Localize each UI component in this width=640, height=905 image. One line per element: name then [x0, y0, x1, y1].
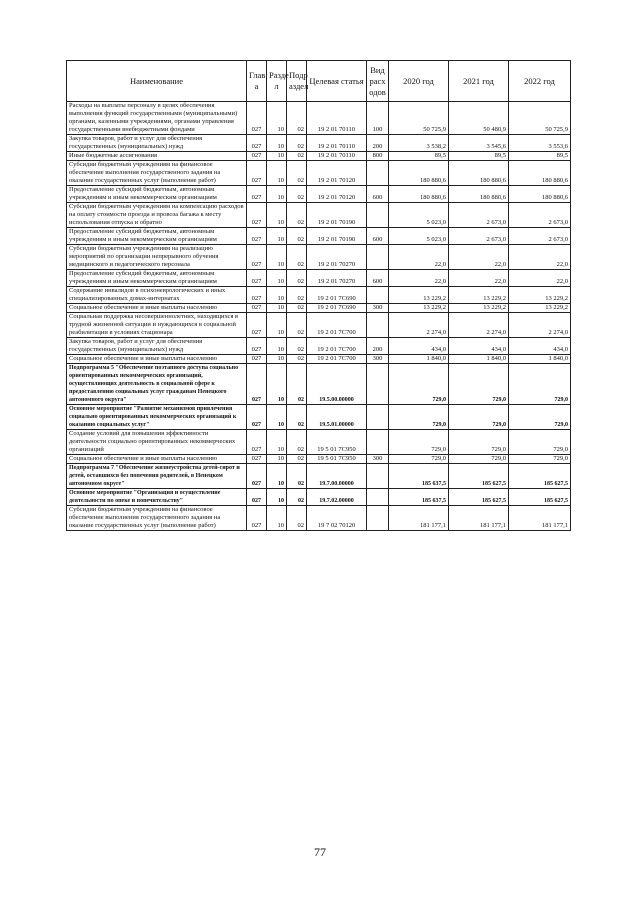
cell-2022: 729,0	[509, 455, 571, 464]
table-row	[67, 489, 571, 506]
cell-razdel: 10	[267, 304, 287, 313]
cell-podrazdel: 02	[287, 152, 307, 161]
cell-vid	[367, 245, 389, 270]
cell-vid: 600	[367, 228, 389, 245]
cell-podrazdel: 02	[287, 313, 307, 338]
table-body	[67, 102, 571, 531]
cell-2022: 729,0	[509, 405, 571, 430]
cell-statya: 19 2 01 7С690	[307, 304, 367, 313]
cell-2020: 89,5	[389, 152, 449, 161]
cell-glava: 027	[247, 506, 267, 531]
cell-2020: 50 725,9	[389, 102, 449, 135]
cell-2021: 22,0	[449, 245, 509, 270]
cell-vid	[367, 489, 389, 506]
cell-2022: 729,0	[509, 430, 571, 455]
cell-podrazdel: 02	[287, 364, 307, 405]
cell-statya: 19 2 01 70110	[307, 135, 367, 152]
cell-name: Закупка товаров, работ и услуг для обеспечения государственных (муниципальных) нужд	[67, 135, 247, 152]
budget-table	[66, 60, 571, 531]
cell-2020: 729,0	[389, 455, 449, 464]
cell-name: Расходы на выплаты персоналу в целях обеспечения выполнения функций государственными (муниципальными) органами, казенными учреждениями, органами управления государственными внебюджетными фондами	[67, 102, 247, 135]
cell-name: Закупка товаров, работ и услуг для обеспечения государственных (муниципальных) нужд	[67, 338, 247, 355]
table-row	[67, 506, 571, 531]
cell-razdel: 10	[267, 364, 287, 405]
cell-vid: 800	[367, 152, 389, 161]
cell-razdel: 10	[267, 245, 287, 270]
cell-2022: 3 553,6	[509, 135, 571, 152]
cell-name: Субсидии бюджетным учреждениям на финансовое обеспечение выполнения государственного задания на оказание государственных услуг (выполнение работ)	[67, 161, 247, 186]
cell-2022: 180 880,6	[509, 161, 571, 186]
cell-2020: 5 023,0	[389, 228, 449, 245]
cell-razdel: 10	[267, 489, 287, 506]
cell-statya: 19 5 01 7С950	[307, 455, 367, 464]
cell-name: Подпрограмма 5 "Обеспечение поэтапного доступа социально ориентированных некоммерческих организаций, осуществляющих деятельность в социальной сфере к предоставлению социальных услуг гражданам Ненецкого автономного округа"	[67, 364, 247, 405]
cell-podrazdel: 02	[287, 270, 307, 287]
cell-glava: 027	[247, 405, 267, 430]
cell-2022: 181 177,1	[509, 506, 571, 531]
table-row	[67, 152, 571, 161]
cell-podrazdel: 02	[287, 228, 307, 245]
cell-statya: 19 2 01 70110	[307, 152, 367, 161]
cell-podrazdel: 02	[287, 430, 307, 455]
cell-2022: 2 274,0	[509, 313, 571, 338]
cell-name: Содержание инвалидов в психоневрологических и иных специализированных домах-интернатах	[67, 287, 247, 304]
cell-2021: 185 627,5	[449, 464, 509, 489]
cell-vid: 200	[367, 135, 389, 152]
cell-statya: 19 2 01 7С690	[307, 287, 367, 304]
header-glava: Глав а	[247, 61, 267, 102]
cell-2020: 3 538,2	[389, 135, 449, 152]
cell-razdel: 10	[267, 203, 287, 228]
table-row	[67, 161, 571, 186]
cell-razdel: 10	[267, 506, 287, 531]
cell-2020: 434,0	[389, 338, 449, 355]
table-row	[67, 135, 571, 152]
cell-2020: 13 229,2	[389, 287, 449, 304]
cell-glava: 027	[247, 364, 267, 405]
cell-glava: 027	[247, 287, 267, 304]
table-row	[67, 430, 571, 455]
cell-2021: 434,0	[449, 338, 509, 355]
cell-name: Социальное обеспечение и иные выплаты населению	[67, 355, 247, 364]
cell-2022: 22,0	[509, 245, 571, 270]
cell-2021: 13 229,2	[449, 304, 509, 313]
cell-name: Субсидии бюджетным учреждениям на компенсацию расходов на оплату стоимости проезда и провоза багажа к месту использования отпуска и обратно	[67, 203, 247, 228]
cell-name: Предоставление субсидий бюджетным, автономным учреждениям и иным некоммерческим организациям	[67, 228, 247, 245]
table-row	[67, 245, 571, 270]
cell-2020: 5 023,0	[389, 203, 449, 228]
cell-razdel: 10	[267, 287, 287, 304]
cell-razdel: 10	[267, 430, 287, 455]
cell-razdel: 10	[267, 228, 287, 245]
cell-razdel: 10	[267, 338, 287, 355]
cell-razdel: 10	[267, 313, 287, 338]
table-row	[67, 228, 571, 245]
cell-statya: 19 2 01 70270	[307, 245, 367, 270]
table-row	[67, 287, 571, 304]
cell-vid: 300	[367, 355, 389, 364]
cell-vid	[367, 313, 389, 338]
cell-vid: 100	[367, 102, 389, 135]
cell-2021: 729,0	[449, 405, 509, 430]
cell-name: Предоставление субсидий бюджетным, автономным учреждениям и иным некоммерческим организациям	[67, 186, 247, 203]
cell-glava: 027	[247, 464, 267, 489]
cell-2021: 89,5	[449, 152, 509, 161]
cell-statya: 19.5.01.00000	[307, 405, 367, 430]
header-name: Наименование	[67, 61, 247, 102]
cell-statya: 19 2 01 70190	[307, 228, 367, 245]
cell-2021: 180 880,6	[449, 161, 509, 186]
cell-name: Подпрограмма 7 "Обеспечение жизнеустройства детей-сирот и детей, оставшихся без попечения родителей, в Ненецком автономном округе"	[67, 464, 247, 489]
cell-2021: 1 840,0	[449, 355, 509, 364]
cell-2022: 13 229,2	[509, 287, 571, 304]
cell-2022: 13 229,2	[509, 304, 571, 313]
cell-vid	[367, 161, 389, 186]
cell-2020: 2 274,0	[389, 313, 449, 338]
cell-glava: 027	[247, 270, 267, 287]
cell-2022: 434,0	[509, 338, 571, 355]
cell-2021: 3 545,6	[449, 135, 509, 152]
cell-statya: 19.5.00.00000	[307, 364, 367, 405]
header-podrazdel: Подр аздел	[287, 61, 307, 102]
cell-statya: 19 5 01 7С950	[307, 430, 367, 455]
cell-2020: 181 177,1	[389, 506, 449, 531]
cell-2020: 180 880,6	[389, 161, 449, 186]
cell-vid: 600	[367, 186, 389, 203]
cell-name: Предоставление субсидий бюджетным, автономным учреждениям и иным некоммерческим организациям	[67, 270, 247, 287]
cell-razdel: 10	[267, 161, 287, 186]
cell-podrazdel: 02	[287, 287, 307, 304]
table-row	[67, 405, 571, 430]
cell-vid	[367, 430, 389, 455]
cell-vid	[367, 506, 389, 531]
cell-glava: 027	[247, 430, 267, 455]
table-row	[67, 186, 571, 203]
header-2020: 2020 год	[389, 61, 449, 102]
cell-2020: 729,0	[389, 405, 449, 430]
cell-podrazdel: 02	[287, 245, 307, 270]
cell-podrazdel: 02	[287, 405, 307, 430]
cell-podrazdel: 02	[287, 355, 307, 364]
cell-statya: 19 7 02 70120	[307, 506, 367, 531]
table-row	[67, 313, 571, 338]
cell-2021: 22,0	[449, 270, 509, 287]
cell-vid	[367, 287, 389, 304]
cell-razdel: 10	[267, 405, 287, 430]
cell-2021: 185 627,5	[449, 489, 509, 506]
cell-podrazdel: 02	[287, 338, 307, 355]
cell-razdel: 10	[267, 152, 287, 161]
cell-2022: 2 673,0	[509, 228, 571, 245]
cell-2022: 1 840,0	[509, 355, 571, 364]
cell-vid	[367, 203, 389, 228]
cell-podrazdel: 02	[287, 506, 307, 531]
cell-statya: 19.7.02.00000	[307, 489, 367, 506]
cell-2020: 180 880,6	[389, 186, 449, 203]
cell-name: Субсидии бюджетным учреждениям на финансовое обеспечение выполнения государственного задания на оказание государственных услуг (выполнение работ)	[67, 506, 247, 531]
cell-statya: 19 2 01 7С700	[307, 355, 367, 364]
table-row	[67, 338, 571, 355]
cell-podrazdel: 02	[287, 489, 307, 506]
table-row	[67, 455, 571, 464]
cell-vid	[367, 464, 389, 489]
cell-razdel: 10	[267, 464, 287, 489]
cell-podrazdel: 02	[287, 455, 307, 464]
cell-statya: 19 2 01 70110	[307, 102, 367, 135]
cell-glava: 027	[247, 102, 267, 135]
cell-glava: 027	[247, 245, 267, 270]
header-2021: 2021 год	[449, 61, 509, 102]
cell-statya: 19 2 01 70190	[307, 203, 367, 228]
cell-vid	[367, 364, 389, 405]
cell-razdel: 10	[267, 135, 287, 152]
cell-razdel: 10	[267, 355, 287, 364]
cell-2022: 185 627,5	[509, 464, 571, 489]
cell-name: Социальная поддержка несовершеннолетних, находящихся в трудной жизненной ситуации и нуждающихся в социальной реабилитации в условиях стационара	[67, 313, 247, 338]
cell-2022: 729,0	[509, 364, 571, 405]
header-2022: 2022 год	[509, 61, 571, 102]
cell-glava: 027	[247, 161, 267, 186]
cell-statya: 19 2 01 7С700	[307, 338, 367, 355]
cell-2020: 1 840,0	[389, 355, 449, 364]
cell-glava: 027	[247, 203, 267, 228]
cell-glava: 027	[247, 304, 267, 313]
cell-2022: 89,5	[509, 152, 571, 161]
cell-2021: 2 673,0	[449, 203, 509, 228]
cell-name: Иные бюджетные ассигнования	[67, 152, 247, 161]
header-row	[67, 61, 571, 102]
cell-glava: 027	[247, 152, 267, 161]
table-row	[67, 355, 571, 364]
table-row	[67, 270, 571, 287]
cell-2022: 2 673,0	[509, 203, 571, 228]
cell-glava: 027	[247, 355, 267, 364]
cell-podrazdel: 02	[287, 186, 307, 203]
cell-2020: 185 637,5	[389, 489, 449, 506]
cell-2020: 22,0	[389, 245, 449, 270]
header-vid: Вид расх одов	[367, 61, 389, 102]
cell-podrazdel: 02	[287, 102, 307, 135]
cell-podrazdel: 02	[287, 304, 307, 313]
cell-2020: 729,0	[389, 364, 449, 405]
cell-2021: 729,0	[449, 455, 509, 464]
cell-2022: 185 627,5	[509, 489, 571, 506]
table-row	[67, 102, 571, 135]
cell-glava: 027	[247, 313, 267, 338]
cell-glava: 027	[247, 455, 267, 464]
cell-2022: 22,0	[509, 270, 571, 287]
cell-razdel: 10	[267, 270, 287, 287]
page-number: 77	[314, 845, 326, 859]
cell-glava: 027	[247, 338, 267, 355]
cell-razdel: 10	[267, 186, 287, 203]
cell-2021: 2 274,0	[449, 313, 509, 338]
cell-name: Социальное обеспечение и иные выплаты населению	[67, 455, 247, 464]
cell-vid: 200	[367, 338, 389, 355]
cell-podrazdel: 02	[287, 464, 307, 489]
cell-name: Социальное обеспечение и иные выплаты населению	[67, 304, 247, 313]
table-row	[67, 464, 571, 489]
cell-podrazdel: 02	[287, 135, 307, 152]
cell-2020: 729,0	[389, 430, 449, 455]
cell-vid: 600	[367, 270, 389, 287]
cell-vid	[367, 405, 389, 430]
cell-podrazdel: 02	[287, 161, 307, 186]
table-row	[67, 304, 571, 313]
cell-razdel: 10	[267, 102, 287, 135]
cell-statya: 19.7.00.00000	[307, 464, 367, 489]
cell-statya: 19 2 01 7С700	[307, 313, 367, 338]
cell-statya: 19 2 01 70120	[307, 161, 367, 186]
cell-glava: 027	[247, 186, 267, 203]
header-razdel: Разде л	[267, 61, 287, 102]
cell-name: Основное мероприятие "Развитие механизмов привлечения социально ориентированных некоммерческих организаций к оказанию социальных услуг"	[67, 405, 247, 430]
cell-name: Субсидии бюджетным учреждениям на реализацию мероприятий по организации непрерывного обучения медицинского и педагогического персонала	[67, 245, 247, 270]
cell-statya: 19 2 01 70270	[307, 270, 367, 287]
table-row	[67, 364, 571, 405]
cell-statya: 19 2 01 70120	[307, 186, 367, 203]
cell-2020: 13 229,2	[389, 304, 449, 313]
table-row	[67, 203, 571, 228]
cell-podrazdel: 02	[287, 203, 307, 228]
cell-2022: 180 880,6	[509, 186, 571, 203]
cell-name: Основное мероприятие "Организация и осуществление деятельности по опеке и попечительству"	[67, 489, 247, 506]
cell-name: Создание условий для повышения эффективности деятельности социально ориентированных некоммерческих организаций	[67, 430, 247, 455]
cell-2021: 729,0	[449, 364, 509, 405]
cell-vid: 300	[367, 455, 389, 464]
cell-glava: 027	[247, 135, 267, 152]
cell-2021: 13 229,2	[449, 287, 509, 304]
cell-2020: 185 637,5	[389, 464, 449, 489]
cell-2021: 50 480,9	[449, 102, 509, 135]
cell-2021: 181 177,1	[449, 506, 509, 531]
cell-vid: 300	[367, 304, 389, 313]
cell-2020: 22,0	[389, 270, 449, 287]
header-statya: Целевая статья	[307, 61, 367, 102]
cell-2021: 180 880,6	[449, 186, 509, 203]
cell-2021: 2 673,0	[449, 228, 509, 245]
cell-glava: 027	[247, 228, 267, 245]
cell-razdel: 10	[267, 455, 287, 464]
cell-glava: 027	[247, 489, 267, 506]
cell-2022: 50 725,9	[509, 102, 571, 135]
cell-2021: 729,0	[449, 430, 509, 455]
